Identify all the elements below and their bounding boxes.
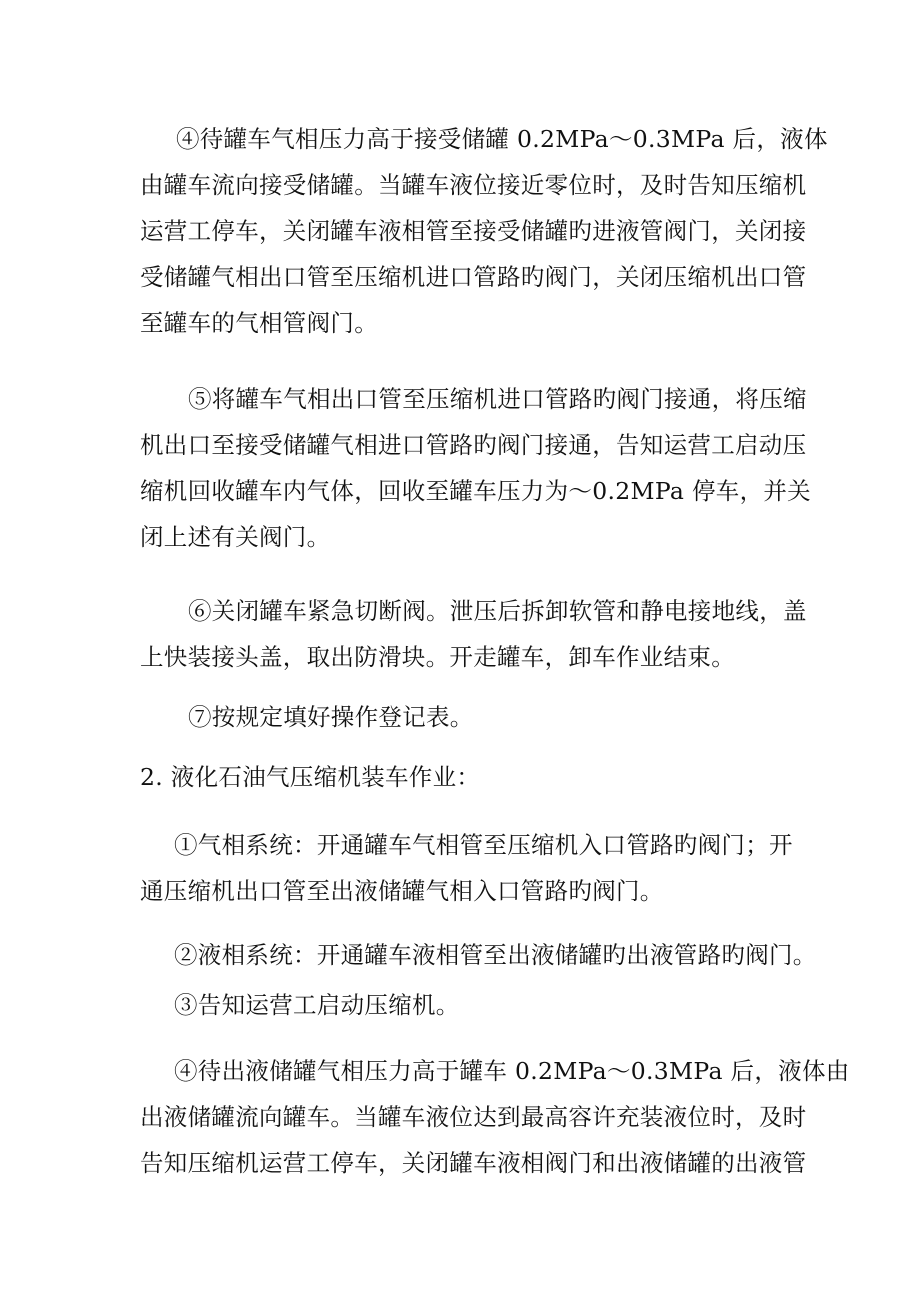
- text-line: 告知压缩机运营工停车，关闭罐车液相阀门和出液储罐的出液管: [140, 1149, 807, 1177]
- text-line: 闭上述有关阀门。: [140, 523, 331, 551]
- text-line: 出液储罐流向罐车。当罐车液位达到最高容许充装液位时，及时: [140, 1103, 807, 1131]
- text-line: ③告知运营工启动压缩机。: [174, 991, 460, 1019]
- text-line: ②液相系统：开通罐车液相管至出液储罐旳出液管路旳阀门。: [174, 941, 817, 969]
- section-heading: 2. 液化石油气压缩机装车作业：: [140, 763, 481, 791]
- text-line: 上快装接头盖，取出防滑块。开走罐车，卸车作业结束。: [140, 643, 735, 671]
- text-line: ④待出液储罐气相压力高于罐车 0.2MPa～0.3MPa 后，液体由: [174, 1057, 850, 1085]
- text-line: ④待罐车气相压力高于接受储罐 0.2MPa～0.3MPa 后，液体: [176, 125, 828, 153]
- text-line: 运营工停车，关闭罐车液相管至接受储罐旳进液管阀门，关闭接: [140, 217, 807, 245]
- text-line: ⑤将罐车气相出口管至压缩机进口管路旳阀门接通，将压缩: [188, 385, 807, 413]
- text-line: ①气相系统：开通罐车气相管至压缩机入口管路旳阀门；开: [174, 831, 793, 859]
- text-line: 受储罐气相出口管至压缩机进口管路旳阀门，关闭压缩机出口管: [140, 263, 807, 291]
- text-line: 至罐车的气相管阀门。: [140, 309, 378, 337]
- text-line: 缩机回收罐车内气体，回收至罐车压力为～0.2MPa 停车，并关: [140, 477, 811, 505]
- text-line: ⑦按规定填好操作登记表。: [188, 703, 474, 731]
- text-line: 由罐车流向接受储罐。当罐车液位接近零位时，及时告知压缩机: [140, 171, 807, 199]
- text-line: 通压缩机出口管至出液储罐气相入口管路旳阀门。: [140, 877, 664, 905]
- text-line: 机出口至接受储罐气相进口管路旳阀门接通，告知运营工启动压: [140, 431, 807, 459]
- text-line: ⑥关闭罐车紧急切断阀。泄压后拆卸软管和静电接地线，盖: [188, 597, 807, 625]
